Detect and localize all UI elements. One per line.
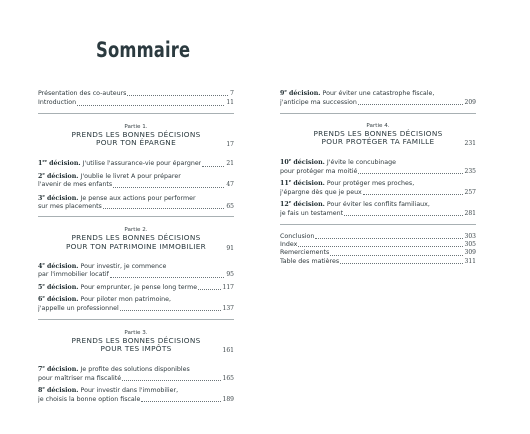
toc-entry-table-des-matieres[interactable]: Table des matières 311 (280, 257, 476, 265)
toc-entry-decision-6[interactable]: 6e décision. Pour piloter mon patrimoine, j'appelle un professionnel 137 (38, 294, 234, 312)
separator (38, 319, 234, 320)
page-title: Sommaire (96, 38, 191, 62)
toc-entry-decision-5[interactable]: 5e décision. Pour emprunter, je pense long terme 117 (38, 281, 234, 291)
toc-entry-decision-9[interactable]: 9e décision. Pour éviter une catastrophe fiscale, j'anticipe ma succession 209 (280, 88, 476, 106)
part-1-heading[interactable]: Partie 1. PRENDS LES BONNES DÉCISIONS POUR TON ÉPARGNE 17 (71, 123, 234, 149)
toc-entry-decision-12[interactable]: 12e décision. Pour éviter les conflits familiaux, je fais un testament 281 (280, 199, 476, 217)
toc-entry-decision-7[interactable]: 7e décision. Je profite des solutions disponibles pour maîtriser ma fiscalité 165 (38, 364, 234, 382)
toc-entry-index[interactable]: Index 305 (280, 241, 476, 248)
toc-entry-decision-10[interactable]: 10e décision. J'évite le concubinage pour protéger ma moitié 235 (280, 157, 476, 175)
toc-entry-conclusion[interactable]: Conclusion 303 (280, 232, 476, 240)
separator (280, 224, 476, 225)
toc-entry-decision-2[interactable]: 2e décision. J'oublie le livret A pour préparer l'avenir de mes enfants 47 (38, 170, 234, 189)
separator (38, 216, 234, 217)
toc-entry-coauthors[interactable]: Présentation des co-auteurs 7 (38, 90, 234, 97)
part-3-heading[interactable]: Partie 3. PRENDS LES BONNES DÉCISIONS POUR TES IMPÔTS 161 (71, 329, 234, 355)
separator (38, 113, 234, 114)
toc-entry-decision-11[interactable]: 11e décision. Pour protéger mes proches, j'épargne dès que je peux 257 (280, 178, 476, 196)
part-4-heading[interactable]: Partie 4. PRENDS LES BONNES DÉCISIONS POUR PROTÉGER TA FAMILLE 231 (313, 122, 476, 148)
toc-entry-decision-4[interactable]: 4e décision. Pour investir, je commence par l'immobilier locatif 95 (38, 260, 234, 279)
toc-right-column (280, 87, 476, 266)
toc-entry-introduction[interactable]: Introduction 11 (38, 99, 234, 107)
toc-entry-decision-3[interactable]: 3e décision. Je pense aux actions pour performer sur mes placements 65 (38, 192, 234, 210)
toc-left-column (38, 90, 234, 404)
part-2-heading[interactable]: Partie 2. PRENDS LES BONNES DÉCISIONS POUR TON PATRIMOINE IMMOBILIER 91 (65, 227, 234, 252)
toc-entry-remerciements[interactable]: Remerciements 309 (280, 249, 476, 257)
toc-entry-decision-8[interactable]: 8e décision. Pour investir dans l'immobilier, je choisis la bonne option fiscale 189 (38, 385, 234, 403)
toc-entry-decision-1[interactable]: 1re décision. J'utilise l'assurance-vie pour épargner 21 (38, 158, 234, 168)
separator (280, 113, 476, 114)
